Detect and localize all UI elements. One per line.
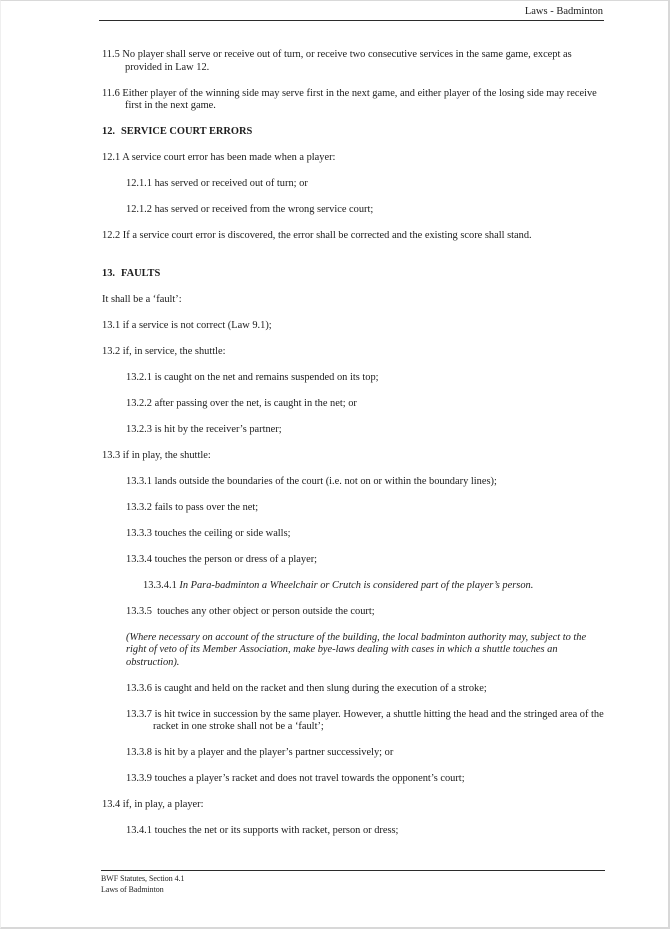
clause-text: lands outside the boundaries of the court (i.e. not on or within the boundary lines); <box>154 475 497 487</box>
clause-number: 13.3.5 <box>126 605 152 617</box>
header-title: Laws - Badminton <box>524 6 603 17</box>
clause-number: 13.3.2 <box>126 501 152 513</box>
clause-text: If a service court error is discovered, the error shall be corrected and the existing score shall stand. <box>122 230 532 241</box>
clause-number: 13.3.7 <box>126 708 152 720</box>
section-heading-13 <box>102 268 605 281</box>
clause-13-3-7 <box>126 709 605 734</box>
clause-13-3-9 <box>126 773 605 786</box>
clause-13-2-1 <box>126 372 605 385</box>
clause-number: 13.3.3 <box>126 527 152 539</box>
document-body <box>102 49 605 838</box>
footer-line-1: BWF Statutes, Section 4.1 <box>101 874 185 883</box>
clause-text: fails to pass over the net; <box>154 501 259 513</box>
clause-13-3-8 <box>126 747 605 760</box>
clause-text: touches the net or its supports with racket, person or dress; <box>154 825 399 836</box>
clause-number: 11.6 <box>102 87 120 99</box>
clause-number: 12.2 <box>102 230 121 241</box>
clause-number: 13.3.1 <box>126 475 152 487</box>
clause-text: is hit by the receiver’s partner; <box>154 423 282 435</box>
clause-text: In Para-badminton a Wheelchair or Crutch is considered part of the player’s person. <box>179 579 534 591</box>
clause-12-1-2 <box>126 204 605 217</box>
clause-13-3 <box>102 450 605 463</box>
clause-13-4-1 <box>126 825 605 838</box>
clause-text: touches the person or dress of a player; <box>154 553 318 565</box>
clause-number: 11.5 <box>102 49 120 60</box>
clause-text: No player shall serve or receive out of turn, or receive two consecutive services in the same game, except as provided in Law 12. <box>122 49 572 73</box>
clause-13-3-3 <box>126 528 605 541</box>
clause-number: 12.1.2 <box>126 204 152 215</box>
clause-text: after passing over the net, is caught in the net; or <box>154 397 357 409</box>
clause-text: is caught on the net and remains suspended on its top; <box>154 371 379 383</box>
clause-13-3-2 <box>126 502 605 515</box>
clause-13-3-5 <box>126 606 605 619</box>
clause-text: touches a player’s racket and does not travel towards the opponent’s court; <box>154 773 465 784</box>
clause-12-2 <box>102 230 605 243</box>
section-title: FAULTS <box>121 267 161 279</box>
clause-number: 13.3.9 <box>126 773 152 784</box>
clause-text: touches the ceiling or side walls; <box>154 527 291 539</box>
clause-text: It shall be a ‘fault’: <box>102 293 182 305</box>
footer-line-2: Laws of Badminton <box>101 885 164 895</box>
clause-13-3-6 <box>126 683 605 696</box>
clause-13-2-2 <box>126 398 605 411</box>
section-number: 12. <box>102 126 115 137</box>
clause-number: 13.2.2 <box>126 397 152 409</box>
clause-11-5 <box>102 49 605 74</box>
clause-12-1-1 <box>126 178 605 191</box>
note-text: (Where necessary on account of the structure of the building, the local badminton authority may, subject to the right of veto of its Member Association, make bye-laws dealing with cases in which a shuttle touches an obstruction). <box>126 631 587 668</box>
clause-text: Either player of the winning side may serve first in the next game, and either player of the losing side may receive first in the next game. <box>122 87 597 111</box>
clause-13-3-4 <box>126 554 605 567</box>
clause-text: if a service is not correct (Law 9.1); <box>122 319 272 331</box>
page-footer <box>101 870 605 896</box>
section-number: 13. <box>102 267 115 279</box>
clause-number: 13.4 <box>102 799 121 810</box>
clause-13-2-3 <box>126 424 605 437</box>
clause-13-1 <box>102 320 605 333</box>
clause-12-1 <box>102 152 605 165</box>
clause-number: 13.3.4.1 <box>143 579 177 591</box>
clause-13-4 <box>102 799 605 812</box>
clause-number: 13.2.1 <box>126 371 152 383</box>
clause-text: has served or received from the wrong service court; <box>154 204 374 215</box>
bye-laws-note <box>126 632 605 670</box>
clause-number: 12.1 <box>102 152 121 163</box>
clause-text: is hit by a player and the player’s partner successively; or <box>154 747 394 758</box>
clause-number: 13.3 <box>102 449 121 461</box>
clause-text: if, in service, the shuttle: <box>122 345 226 357</box>
clause-text: A service court error has been made when a player: <box>122 152 336 163</box>
clause-text: is hit twice in succession by the same player. However, a shuttle hitting the head and the stringed area of the racket in one stroke shall not be a ‘fault’; <box>153 708 604 732</box>
clause-text: if, in play, a player: <box>122 799 204 810</box>
clause-number: 13.4.1 <box>126 825 152 836</box>
clause-11-6 <box>102 88 605 113</box>
clause-number: 13.1 <box>102 319 121 331</box>
clause-number: 13.3.8 <box>126 747 152 758</box>
clause-text: if in play, the shuttle: <box>122 449 211 461</box>
clause-number: 12.1.1 <box>126 178 152 189</box>
clause-number: 13.3.6 <box>126 682 152 694</box>
clause-13-3-1 <box>126 476 605 489</box>
clause-text: touches any other object or person outside the court; <box>157 605 375 617</box>
clause-text: is caught and held on the racket and then slung during the execution of a stroke; <box>154 682 487 694</box>
clause-number: 13.2 <box>102 345 121 357</box>
clause-13-2 <box>102 346 605 359</box>
clause-number: 13.3.4 <box>126 553 152 565</box>
clause-text: has served or received out of turn; or <box>154 178 308 189</box>
section-title: SERVICE COURT ERRORS <box>121 126 253 137</box>
clause-13-3-4-1 <box>143 580 605 593</box>
fault-intro <box>102 294 605 307</box>
clause-number: 13.2.3 <box>126 423 152 435</box>
page-header <box>99 6 604 21</box>
section-heading-12 <box>102 126 605 139</box>
